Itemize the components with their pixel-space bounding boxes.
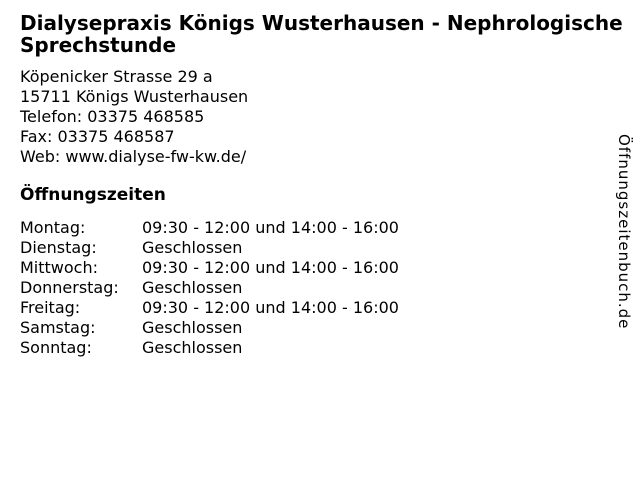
fax-number: 03375 468587 bbox=[57, 127, 175, 146]
contact-info bbox=[20, 67, 640, 167]
day-label: Montag: bbox=[20, 218, 86, 237]
hours-row-montag bbox=[20, 218, 399, 238]
day-hours: 09:30 - 12:00 und 14:00 - 16:00 bbox=[142, 298, 399, 317]
fax-line bbox=[20, 127, 640, 147]
day-hours: Geschlossen bbox=[142, 338, 243, 357]
page-title: Dialysepraxis Königs Wusterhausen - Nephrologische Sprechstunde bbox=[20, 11, 623, 57]
day-hours: 09:30 - 12:00 und 14:00 - 16:00 bbox=[142, 218, 399, 237]
opening-hours-heading: Öffnungszeiten bbox=[20, 185, 166, 205]
day-label: Dienstag: bbox=[20, 238, 97, 257]
hours-row-mittwoch bbox=[20, 258, 399, 278]
watermark-oeffnungszeitenbuch: Öffnungszeitenbuch.de bbox=[615, 134, 633, 330]
hours-row-dienstag bbox=[20, 238, 399, 258]
hours-row-freitag bbox=[20, 298, 399, 318]
phone-line bbox=[20, 107, 640, 127]
day-label: Donnerstag: bbox=[20, 278, 119, 297]
address-city: 15711 Königs Wusterhausen bbox=[20, 87, 249, 106]
day-hours: 09:30 - 12:00 und 14:00 - 16:00 bbox=[142, 258, 399, 277]
web-line bbox=[20, 147, 640, 167]
day-label: Freitag: bbox=[20, 298, 81, 317]
day-label: Samstag: bbox=[20, 318, 96, 337]
phone-number: 03375 468585 bbox=[87, 107, 205, 126]
opening-hours-table bbox=[20, 218, 399, 358]
day-hours: Geschlossen bbox=[142, 278, 243, 297]
phone-label: Telefon: bbox=[20, 107, 83, 126]
fax-label: Fax: bbox=[20, 127, 53, 146]
address-street: Köpenicker Strasse 29 a bbox=[20, 67, 213, 86]
web-label: Web: bbox=[20, 147, 61, 166]
website-url[interactable]: www.dialyse-fw-kw.de/ bbox=[65, 147, 247, 166]
hours-row-samstag bbox=[20, 318, 399, 338]
hours-row-donnerstag bbox=[20, 278, 399, 298]
hours-row-sonntag bbox=[20, 338, 399, 358]
day-hours: Geschlossen bbox=[142, 318, 243, 337]
day-hours: Geschlossen bbox=[142, 238, 243, 257]
day-label: Mittwoch: bbox=[20, 258, 98, 277]
day-label: Sonntag: bbox=[20, 338, 92, 357]
